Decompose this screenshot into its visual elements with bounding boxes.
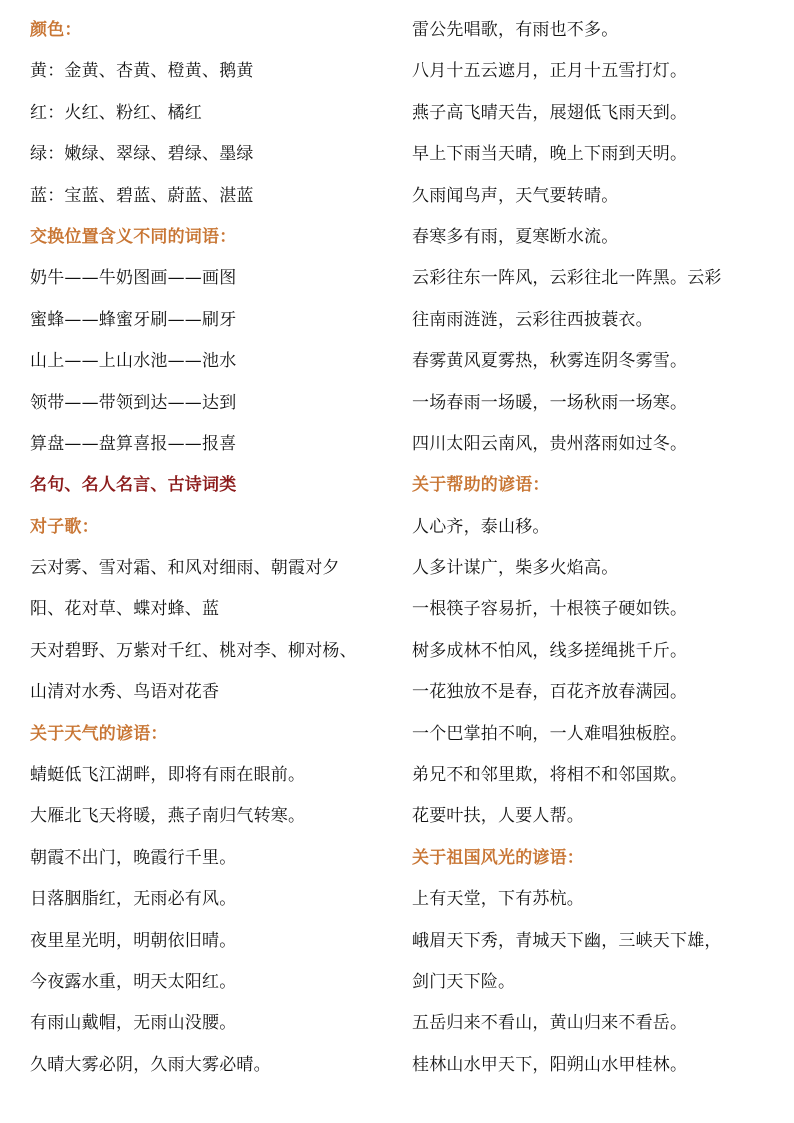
text-line: 桂林山水甲天下，阳朔山水甲桂林。 <box>412 1054 688 1075</box>
left-column <box>30 10 390 1086</box>
text-line: 一根筷子容易折，十根筷子硬如铁。 <box>412 599 688 620</box>
text-line: 云彩往东一阵风，云彩往北一阵黑。云彩 <box>412 268 722 289</box>
text-line: 今夜露水重，明天太阳红。 <box>30 971 237 992</box>
text-line: 日落胭脂红，无雨必有风。 <box>30 889 237 910</box>
text-line: 花要叶扶，人要人帮。 <box>412 806 584 827</box>
section-heading: 对子歌： <box>30 516 99 537</box>
text-line: 久晴大雾必阴，久雨大雾必晴。 <box>30 1054 271 1075</box>
text-line: 黄：金黄、杏黄、橙黄、鹅黄 <box>30 61 254 82</box>
section-heading: 交换位置含义不同的词语： <box>30 226 237 247</box>
section-heading: 名句、名人名言、古诗词类 <box>30 475 237 496</box>
text-line: 蓝：宝蓝、碧蓝、蔚蓝、湛蓝 <box>30 185 254 206</box>
text-line: 山清对水秀、鸟语对花香 <box>30 682 220 703</box>
text-line: 阳、花对草、蝶对蜂、蓝 <box>30 599 220 620</box>
section-heading: 关于祖国风光的谚语： <box>412 847 584 868</box>
text-line: 云对雾、雪对霜、和风对细雨、朝霞对夕 <box>30 558 340 579</box>
text-line: 朝霞不出门，晚霞行千里。 <box>30 847 237 868</box>
text-line: 蜜蜂——蜂蜜牙刷——刷牙 <box>30 309 237 330</box>
text-line: 领带——带领到达——达到 <box>30 392 237 413</box>
text-line: 红：火红、粉红、橘红 <box>30 102 202 123</box>
text-line: 一场春雨一场暖，一场秋雨一场寒。 <box>412 392 688 413</box>
text-line: 奶牛——牛奶图画——画图 <box>30 268 237 289</box>
text-line: 燕子高飞晴天告，展翅低飞雨天到。 <box>412 102 688 123</box>
text-line: 雷公先唱歌，有雨也不多。 <box>412 20 619 40</box>
text-line: 算盘——盘算喜报——报喜 <box>30 433 237 454</box>
text-line: 大雁北飞天将暖，燕子南归气转寒。 <box>30 806 306 827</box>
text-line: 早上下雨当天晴，晚上下雨到天明。 <box>412 144 688 165</box>
text-line: 春寒多有雨，夏寒断水流。 <box>412 226 619 247</box>
text-line: 上有天堂，下有苏杭。 <box>412 889 584 910</box>
text-line: 五岳归来不看山，黄山归来不看岳。 <box>412 1013 688 1034</box>
text-line: 蜻蜓低飞江湖畔，即将有雨在眼前。 <box>30 765 306 786</box>
text-line: 人心齐，泰山移。 <box>412 516 550 537</box>
text-line: 一花独放不是春，百花齐放春满园。 <box>412 682 688 703</box>
section-heading: 关于帮助的谚语： <box>412 475 550 496</box>
right-column <box>412 10 784 1086</box>
text-line: 树多成林不怕风，线多搓绳挑千斤。 <box>412 640 688 661</box>
text-line: 夜里星光明，明朝依旧晴。 <box>30 930 237 951</box>
text-line: 天对碧野、万紫对千红、桃对李、柳对杨、 <box>30 640 357 661</box>
text-line: 往南雨涟涟，云彩往西披蓑衣。 <box>412 309 653 330</box>
text-line: 绿：嫩绿、翠绿、碧绿、墨绿 <box>30 144 254 165</box>
text-line: 春雾黄风夏雾热，秋雾连阴冬雾雪。 <box>412 351 688 372</box>
text-line: 久雨闻鸟声，天气要转晴。 <box>412 185 619 206</box>
text-line: 峨眉天下秀，青城天下幽，三峡天下雄， <box>412 930 722 951</box>
text-line: 有雨山戴帽，无雨山没腰。 <box>30 1013 237 1034</box>
section-heading: 关于天气的谚语： <box>30 723 168 744</box>
text-line: 人多计谋广，柴多火焰高。 <box>412 558 619 579</box>
text-line: 一个巴掌拍不响，一人难唱独板腔。 <box>412 723 688 744</box>
text-line: 四川太阳云南风，贵州落雨如过冬。 <box>412 433 688 454</box>
text-line: 八月十五云遮月，正月十五雪打灯。 <box>412 61 688 82</box>
section-heading: 颜色： <box>30 20 82 40</box>
text-line: 弟兄不和邻里欺，将相不和邻国欺。 <box>412 765 688 786</box>
text-line: 山上——上山水池——池水 <box>30 351 237 372</box>
text-line: 剑门天下险。 <box>412 971 516 992</box>
